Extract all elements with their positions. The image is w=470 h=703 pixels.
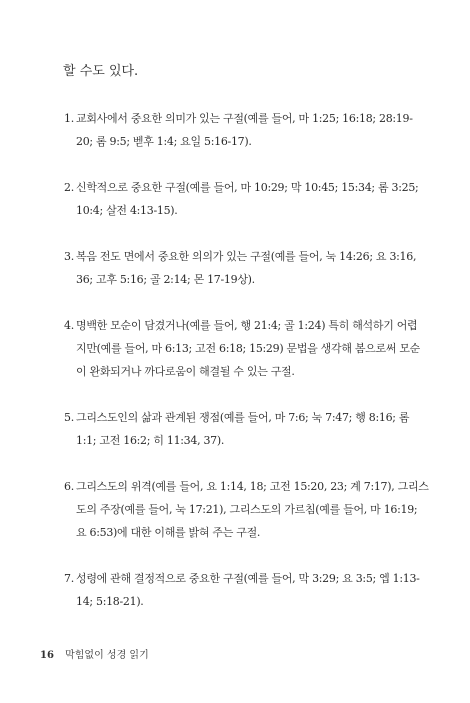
item-line: 교회사에서 중요한 의미가 있는 구절(예를 들어, 마 1:25; 16:18; 28:19- — [76, 112, 413, 125]
running-title: 막힘없이 성경 읽기 — [65, 650, 149, 661]
item-line: 지만(예를 들어, 마 6:13; 고전 6:18; 15:29) 문법을 생각해 봄으로써 모순 — [76, 342, 421, 355]
list-item — [64, 107, 413, 153]
lead-text: 할 수도 있다. — [63, 64, 139, 79]
item-line: 신학적으로 중요한 구절(예를 들어, 마 10:29; 막 10:45; 15:34; 롬 3:25; — [76, 181, 419, 194]
item-line: 그리스도의 위격(예를 들어, 요 1:14, 18; 고전 15:20, 23; 계 7:17), 그리스 — [76, 480, 429, 493]
item-line: 도의 주장(예를 들어, 눅 17:21), 그리스도의 가르침(예를 들어, 마 16:19; — [76, 503, 418, 516]
page-footer — [40, 649, 149, 663]
item-line: 요 6:53)에 대한 이해를 밝혀 주는 구절. — [76, 526, 261, 539]
item-line: 그리스도인의 삶과 관계된 쟁점(예를 들어, 마 7:6; 눅 7:47; 행 8:16; 롬 — [76, 411, 410, 424]
item-line: 명백한 모순이 담겼거나(예를 들어, 행 21:4; 골 1:24) 특히 해석하기 어렵 — [76, 319, 418, 332]
item-line: 성령에 관해 결정적으로 중요한 구절(예를 들어, 막 3:29; 요 3:5; 엡 1:13- — [76, 572, 420, 585]
item-line: 36; 고후 5:16; 골 2:14; 몬 17-19상). — [76, 273, 255, 286]
item-number: 6. — [64, 480, 74, 493]
item-line: 이 완화되거나 까다로움이 해결될 수 있는 구절. — [76, 365, 295, 378]
list-item — [64, 245, 417, 291]
item-number: 2. — [64, 181, 74, 194]
item-number: 5. — [64, 411, 74, 424]
list-item — [64, 314, 421, 383]
item-number: 3. — [64, 250, 74, 263]
item-number: 7. — [64, 572, 74, 585]
item-line: 20; 롬 9:5; 벧후 1:4; 요일 5:16-17). — [76, 135, 252, 148]
item-line: 14; 5:18-21). — [76, 595, 144, 608]
list-item — [64, 475, 429, 544]
list-item — [64, 567, 420, 613]
list-item — [64, 176, 419, 222]
item-number: 4. — [64, 319, 74, 332]
page-number: 16 — [40, 650, 54, 661]
list-item — [64, 406, 410, 452]
item-number: 1. — [64, 112, 74, 125]
item-line: 10:4; 살전 4:13-15). — [76, 204, 178, 217]
item-line: 1:1; 고전 16:2; 히 11:34, 37). — [76, 434, 225, 447]
item-line: 복음 전도 면에서 중요한 의의가 있는 구절(예를 들어, 눅 14:26; 요 3:16, — [76, 250, 417, 263]
